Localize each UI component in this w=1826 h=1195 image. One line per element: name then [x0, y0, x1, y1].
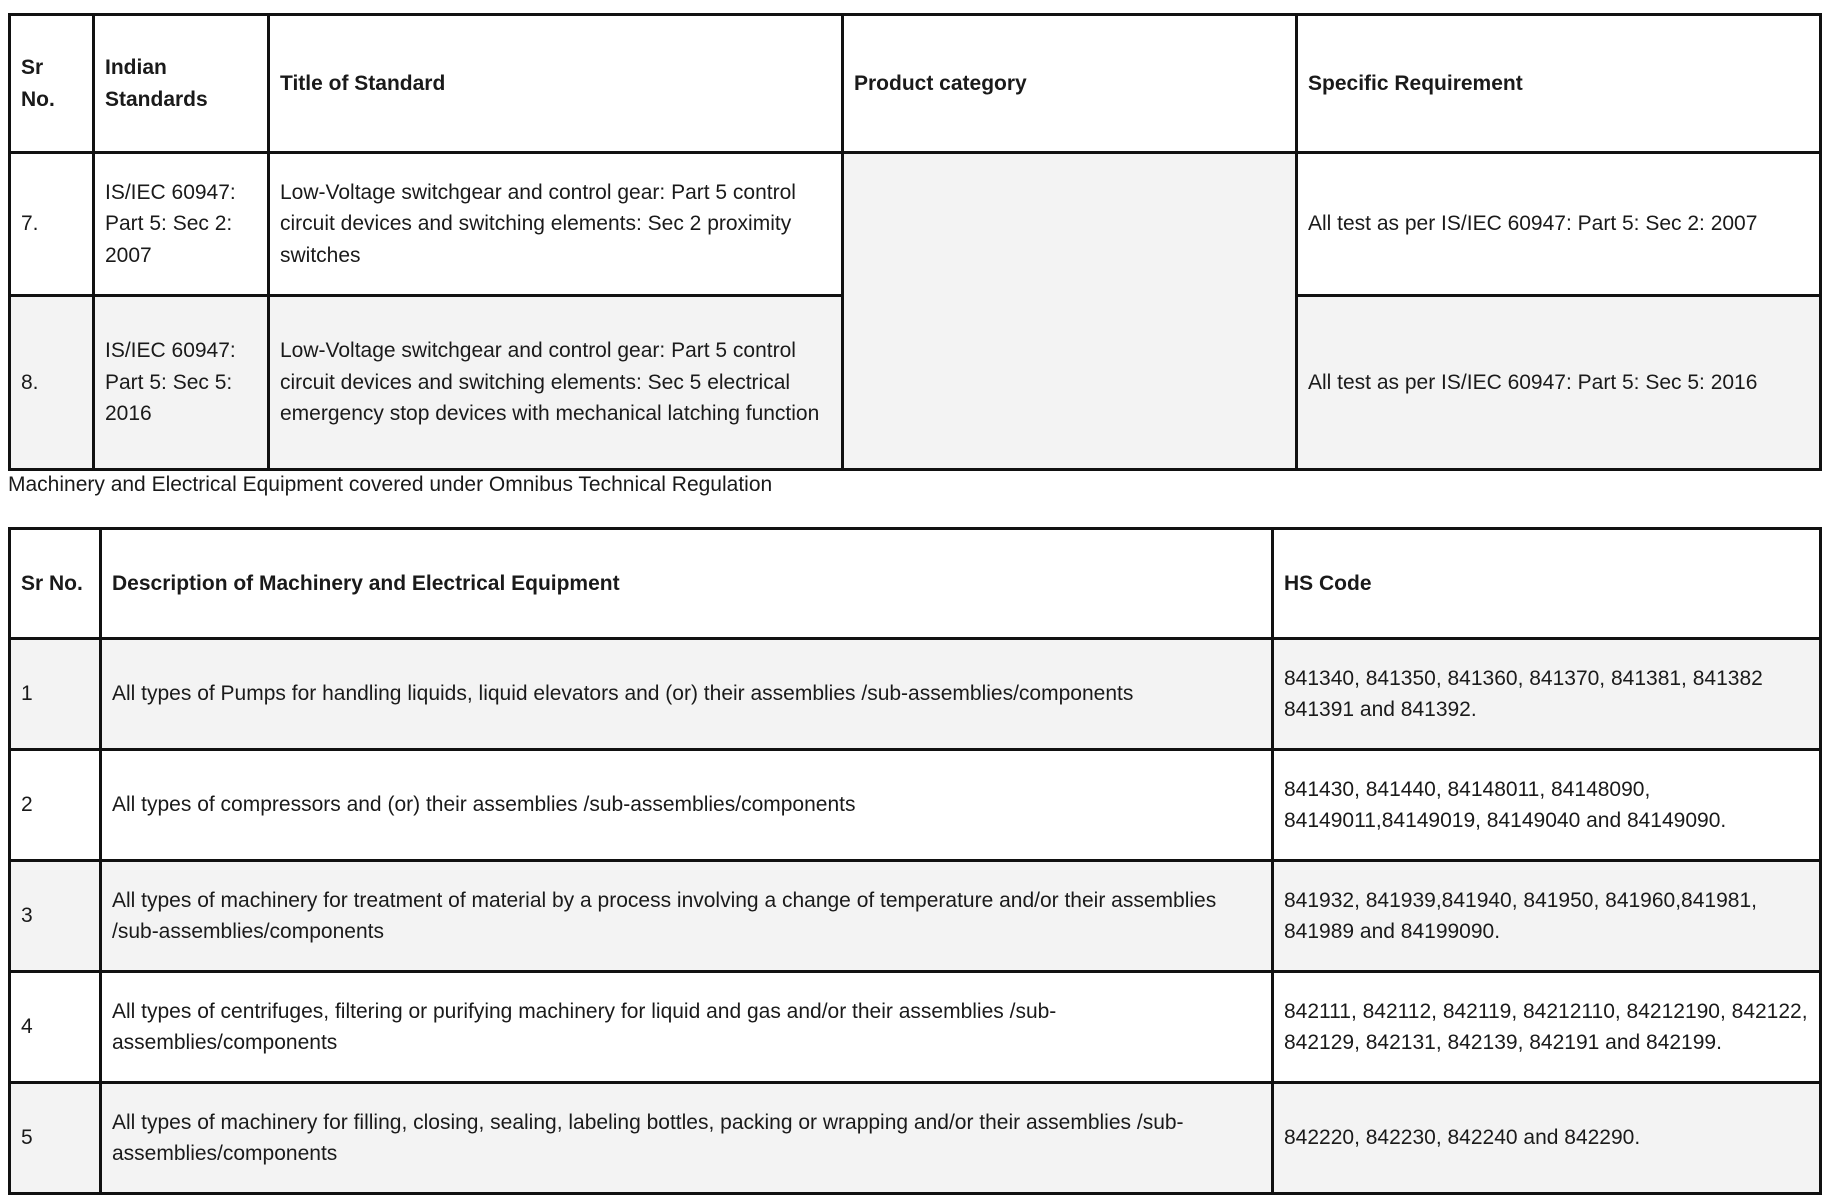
table-caption: Machinery and Electrical Equipment covered under Omnibus Technical Regulation: [8, 473, 773, 496]
header-specific-requirement: Specific Requirement: [1297, 15, 1821, 153]
sr-no-cell: 5: [10, 1083, 101, 1194]
sr-no-cell: 4: [10, 972, 101, 1083]
sr-no-cell: 2: [10, 750, 101, 861]
description-cell: All types of Pumps for handling liquids, liquid elevators and (or) their assemblies /sub-assemblies/components: [101, 639, 1273, 750]
table-header-row: [10, 529, 1821, 639]
table-header-row: [10, 15, 1821, 153]
sr-no-cell: 3: [10, 861, 101, 972]
title-cell: Low-Voltage switchgear and control gear: Part 5 control circuit devices and switching elements: Sec 2 proximity switches: [269, 153, 843, 296]
table-row: [10, 639, 1821, 750]
sr-no-cell: 1: [10, 639, 101, 750]
description-cell: All types of machinery for filling, closing, sealing, labeling bottles, packing or wrapping and/or their assemblies /sub-assemblies/components: [101, 1083, 1273, 1194]
table-row: [10, 153, 1821, 296]
product-category-cell: [843, 153, 1297, 470]
header-hs-code: HS Code: [1273, 529, 1821, 639]
standard-cell: IS/IEC 60947: Part 5: Sec 5: 2016: [94, 296, 269, 470]
header-description: Description of Machinery and Electrical Equipment: [101, 529, 1273, 639]
table-row: [10, 861, 1821, 972]
table-row: [10, 750, 1821, 861]
standards-table: [8, 13, 1822, 471]
title-cell: Low-Voltage switchgear and control gear: Part 5 control circuit devices and switching elements: Sec 5 electrical emergency stop devices with mechanical latching function: [269, 296, 843, 470]
sr-no-cell: 7.: [10, 153, 94, 296]
header-sr-no: Sr No.: [10, 15, 94, 153]
table-row: [10, 1083, 1821, 1194]
hs-code-cell: 841932, 841939,841940, 841950, 841960,841981, 841989 and 84199090.: [1273, 861, 1821, 972]
header-product-category: Product category: [843, 15, 1297, 153]
header-indian-standards: Indian Standards: [94, 15, 269, 153]
requirement-cell: All test as per IS/IEC 60947: Part 5: Sec 5: 2016: [1297, 296, 1821, 470]
standard-cell: IS/IEC 60947: Part 5: Sec 2: 2007: [94, 153, 269, 296]
requirement-cell: All test as per IS/IEC 60947: Part 5: Sec 2: 2007: [1297, 153, 1821, 296]
header-title-of-standard: Title of Standard: [269, 15, 843, 153]
description-cell: All types of machinery for treatment of material by a process involving a change of temperature and/or their assemblies /sub-assemblies/components: [101, 861, 1273, 972]
description-cell: All types of compressors and (or) their assemblies /sub-assemblies/components: [101, 750, 1273, 861]
header-sr-no: Sr No.: [10, 529, 101, 639]
hs-code-cell: 841430, 841440, 84148011, 84148090, 84149011,84149019, 84149040 and 84149090.: [1273, 750, 1821, 861]
table-row: [10, 972, 1821, 1083]
description-cell: All types of centrifuges, filtering or purifying machinery for liquid and gas and/or their assemblies /sub-assemblies/components: [101, 972, 1273, 1083]
hs-code-cell: 842220, 842230, 842240 and 842290.: [1273, 1083, 1821, 1194]
machinery-table: [8, 527, 1822, 1195]
sr-no-cell: 8.: [10, 296, 94, 470]
hs-code-cell: 841340, 841350, 841360, 841370, 841381, 841382 841391 and 841392.: [1273, 639, 1821, 750]
hs-code-cell: 842111, 842112, 842119, 84212110, 84212190, 842122, 842129, 842131, 842139, 842191 and 842199.: [1273, 972, 1821, 1083]
